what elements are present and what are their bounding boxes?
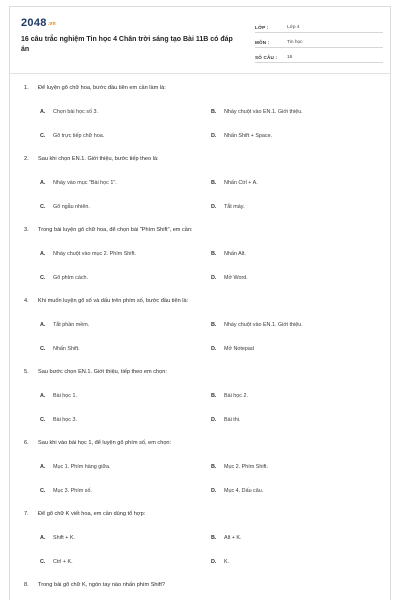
question-item [10,440,390,511]
option-letter: B. [211,180,217,186]
option-letter: C. [40,275,46,281]
meta-row-class [255,19,383,33]
option-letter: C. [40,559,46,565]
option-text: Tắt máy. [224,204,245,210]
question-item [10,511,390,582]
question-text: Sau bước chọn EN.1. Giới thiệu, tiếp theo em chọn: [38,369,167,375]
question-list [10,85,390,600]
answer-option[interactable] [40,133,104,139]
answer-option[interactable] [211,346,254,352]
header-divider [10,73,390,74]
option-letter: D. [211,204,217,210]
site-logo[interactable] [21,17,56,29]
question-stem [24,298,188,304]
answer-option[interactable] [40,251,136,257]
option-text: Bài học 2. [224,393,248,399]
answer-option[interactable] [211,535,242,541]
question-stem [24,369,167,375]
meta-label: MÔN : [255,40,270,45]
option-text: Mở Notepad [224,346,254,352]
question-number: 3. [24,227,29,233]
option-text: Nhấn Alt. [224,251,246,257]
question-text: Trong bài luyện gõ chữ hoa, để chọn bài "Phím Shift", em cần: [38,227,193,233]
option-text: Tắt phần mềm. [53,322,90,328]
meta-value: Lớp 4 [287,25,300,30]
answer-option[interactable] [211,464,268,470]
question-stem [24,85,166,91]
answer-option[interactable] [211,488,263,494]
option-text: Gõ ngẫu nhiên. [53,204,90,210]
meta-row-question-count [255,49,383,63]
question-text: Để luyện gõ chữ hoa, bước đầu tiên em cần làm là: [38,85,166,91]
answer-option[interactable] [40,109,98,115]
question-text: Khi muốn luyện gõ số và dấu trên phím số, bước đầu tiên là: [38,298,189,304]
option-letter: A. [40,393,46,399]
option-letter: D. [211,133,217,139]
option-text: Nháy chuột vào EN.1. Giới thiệu. [224,109,303,115]
question-item [10,227,390,298]
option-letter: A. [40,535,46,541]
option-text: Nháy chuột vào EN.1. Giới thiệu. [224,322,303,328]
question-text: Trong bài gõ chữ K, ngón tay nào nhấn phím Shift? [38,582,165,588]
question-text: Sau khi chọn EN.1. Giới thiệu, bước tiếp theo là: [38,156,159,162]
answer-option[interactable] [40,535,75,541]
question-item [10,582,390,600]
answer-option[interactable] [40,393,77,399]
question-stem [24,227,193,233]
answer-option[interactable] [211,417,240,423]
answer-option[interactable] [211,204,245,210]
document-meta [255,19,383,64]
option-letter: D. [211,346,217,352]
option-text: Mục 1. Phím hàng giữa. [53,464,111,470]
meta-label: LỚP : [255,25,269,30]
option-text: Mục 3. Phím số. [53,488,92,494]
option-text: Nháy vào mục "Bài học 1". [53,180,117,186]
answer-option[interactable] [211,109,303,115]
option-letter: B. [211,393,217,399]
question-stem [24,511,145,517]
option-letter: B. [211,535,217,541]
option-letter: C. [40,417,46,423]
answer-option[interactable] [40,464,111,470]
option-letter: A. [40,322,46,328]
question-item [10,85,390,156]
logo-suffix-text: .vn [47,21,56,27]
answer-option[interactable] [40,322,89,328]
question-number: 1. [24,85,29,91]
option-text: Chọn bài học số 3. [53,109,98,115]
option-letter: C. [40,346,46,352]
option-text: Mở Word. [224,275,248,281]
option-text: Ctrl + K. [53,559,73,565]
option-letter: D. [211,559,217,565]
answer-option[interactable] [211,559,229,565]
question-text: Sau khi vào bài học 1, để luyện gõ phím số, em chọn: [38,440,172,446]
option-letter: D. [211,488,217,494]
option-text: Nháy chuột vào mục 2. Phím Shift. [53,251,136,257]
option-letter: D. [211,417,217,423]
question-item [10,156,390,227]
option-letter: A. [40,180,46,186]
meta-value: Tin học [287,40,303,45]
question-item [10,298,390,369]
option-letter: C. [40,133,46,139]
question-number: 2. [24,156,29,162]
option-text: Mục 2. Phím Shift. [224,464,269,470]
option-letter: A. [40,109,46,115]
answer-option[interactable] [211,251,246,257]
answer-option[interactable] [40,180,117,186]
option-letter: A. [40,464,46,470]
answer-option[interactable] [40,204,90,210]
question-number: 6. [24,440,29,446]
option-letter: B. [211,322,217,328]
question-number: 5. [24,369,29,375]
option-text: Shift + K. [53,535,76,541]
meta-row-subject [255,34,383,48]
meta-value: 16 [287,55,293,60]
option-letter: C. [40,488,46,494]
option-letter: B. [211,251,217,257]
question-number: 7. [24,511,29,517]
option-letter: A. [40,251,46,257]
option-letter: B. [211,109,217,115]
answer-option[interactable] [40,488,92,494]
answer-option[interactable] [211,322,303,328]
option-text: Gõ phím cách. [53,275,89,281]
question-stem [24,582,165,588]
option-text: Gõ trực tiếp chữ hoa. [53,133,105,139]
answer-option[interactable] [211,393,248,399]
document-header [10,7,390,71]
option-letter: D. [211,275,217,281]
question-text: Để gõ chữ K viết hoa, em cần dùng tổ hợp: [38,511,146,517]
question-stem [24,440,171,446]
option-letter: B. [211,464,217,470]
question-stem [24,156,159,162]
document-page [9,6,391,600]
meta-label: SỐ CÂU : [255,55,278,60]
question-item [10,369,390,440]
answer-option[interactable] [211,180,258,186]
logo-main-text: 2048 [21,17,47,29]
option-text: Nhấn Shift + Space. [224,133,273,139]
option-letter: C. [40,204,46,210]
option-text: Nhấn Shift. [53,346,80,352]
answer-option[interactable] [40,417,77,423]
answer-option[interactable] [211,133,272,139]
option-text: K. [224,559,230,565]
option-text: Bài học 1. [53,393,77,399]
option-text: Alt + K. [224,535,242,541]
answer-option[interactable] [40,559,73,565]
question-number: 8. [24,582,29,588]
answer-option[interactable] [40,275,88,281]
question-number: 4. [24,298,29,304]
answer-option[interactable] [40,346,80,352]
option-text: Nhấn Ctrl + A. [224,180,258,186]
answer-option[interactable] [211,275,248,281]
option-text: Bài học 3. [53,417,77,423]
option-text: Mục 4. Dấu câu. [224,488,264,494]
document-title: 16 câu trắc nghiệm Tin học 4 Chân trời sáng tạo Bài 11B có đáp án [21,36,233,53]
option-text: Bài thi. [224,417,241,423]
